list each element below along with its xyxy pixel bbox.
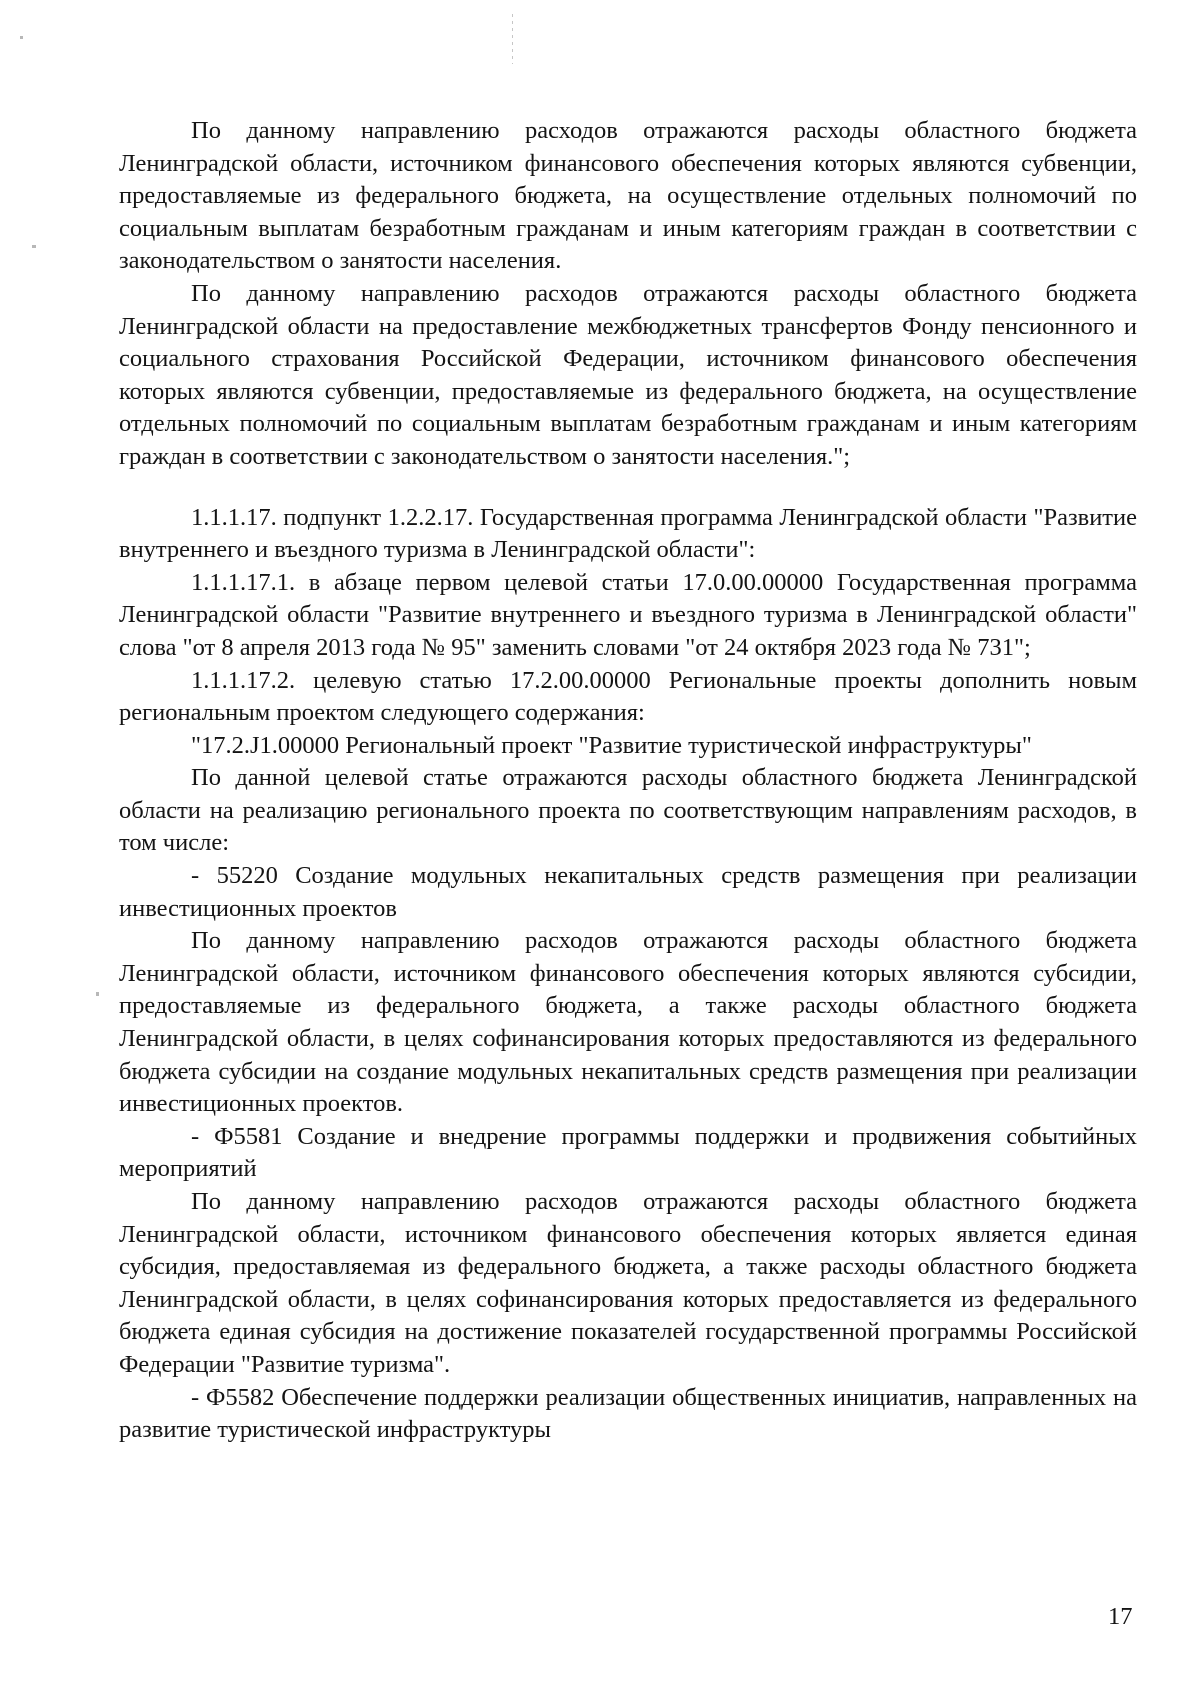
scan-fold-mark [512, 14, 513, 64]
paragraph: По данной целевой статье отражаются расходы областного бюджета Ленинградской области на реализацию регионального проекта по соответствующим направлениям расходов, в том числе: [119, 764, 1137, 857]
paragraph: 1.1.1.17.1. в абзаце первом целевой статьи 17.0.00.00000 Государственная программа Ленинградской области "Развитие внутреннего и въездного туризма в Ленинградской области" слова "от 8 апреля 2013 года № 95" заменить словами "от 24 октября 2023 года № 731"; [119, 568, 1137, 661]
paragraph: - Ф5582 Обеспечение поддержки реализации общественных инициатив, направленных на развитие туристической инфраструктуры [119, 1383, 1137, 1444]
scan-speck [20, 36, 23, 39]
paragraph: - 55220 Создание модульных некапитальных средств размещения при реализации инвестиционных проектов [119, 862, 1137, 922]
scan-speck [32, 245, 36, 248]
paragraph: По данному направлению расходов отражаются расходы областного бюджета Ленинградской области, источником финансового обеспечения которых являются субсидии, предоставляемые из федерального бюджета, а также расходы областного бюджета Ленинградской области, в целях софинансирования которых предоставляются из федерального бюджета субсидии на создание модульных некапитальных средств размещения при реализации инвестиционных проектов. [119, 927, 1137, 1118]
paragraph: По данному направлению расходов отражаются расходы областного бюджета Ленинградской области, источником финансового обеспечения которых являются субвенции, предоставляемые из федерального бюджета, на осуществление отдельных полномочий по социальным выплатам безработным гражданам и иным категориям граждан в соответствии с законодательством о занятости населения. [119, 117, 1137, 275]
paragraph: 1.1.1.17. подпункт 1.2.2.17. Государственная программа Ленинградской области "Развитие внутреннего и въездного туризма в Ленинградской области": [119, 503, 1137, 564]
document-body [119, 115, 1137, 1447]
paragraph: "17.2.J1.00000 Региональный проект "Развитие туристической инфраструктуры" [191, 731, 1032, 759]
paragraph: - Ф5581 Создание и внедрение программы поддержки и продвижения событийных мероприятий [119, 1122, 1137, 1183]
paragraph: По данному направлению расходов отражаются расходы областного бюджета Ленинградской области, источником финансового обеспечения которых является единая субсидия, предоставляемая из федерального бюджета, а также расходы областного бюджета Ленинградской области, в целях софинансирования которых предоставляется из федерального бюджета единая субсидия на достижение показателей государственной программы Российской Федерации "Развитие туризма". [119, 1188, 1137, 1378]
paragraph: По данному направлению расходов отражаются расходы областного бюджета Ленинградской области на предоставление межбюджетных трансфертов Фонду пенсионного и социального страхования Российской Федерации, источником финансового обеспечения которых являются субвенции, предоставляемые из федерального бюджета, на осуществление отдельных полномочий по социальным выплатам безработным гражданам и иным категориям граждан в соответствии с законодательством о занятости населения."; [119, 279, 1137, 470]
page-number: 17 [1108, 1603, 1133, 1630]
scan-speck [96, 992, 99, 996]
paragraph: 1.1.1.17.2. целевую статью 17.2.00.00000 Региональные проекты дополнить новым региональным проектом следующего содержания: [119, 666, 1137, 727]
